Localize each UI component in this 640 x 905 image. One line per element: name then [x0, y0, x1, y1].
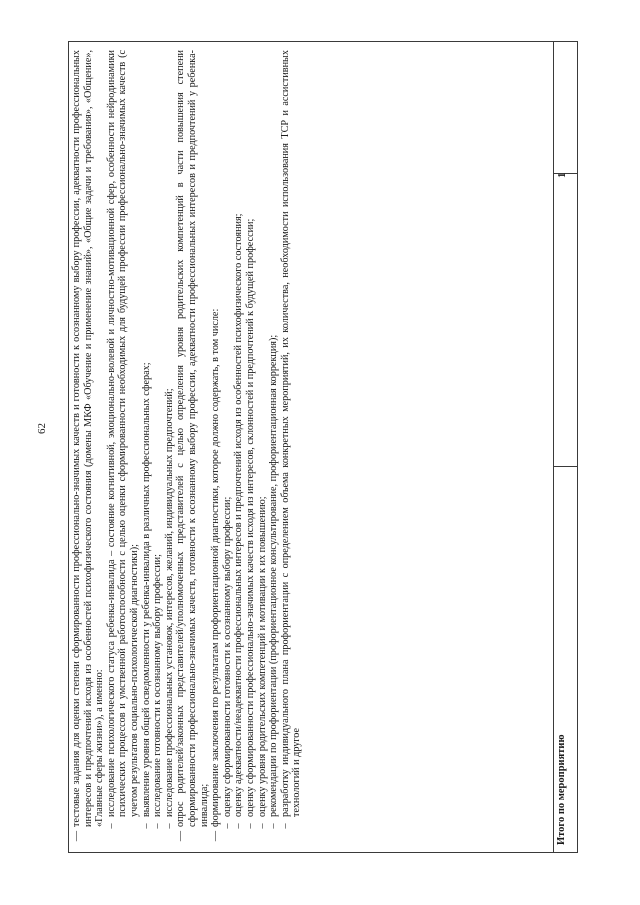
- dash-marker: –: [268, 823, 280, 829]
- list-item-text: разработку индивидуального плана профориентации с определением объема конкретных мероприятий, их количества, необходимости использования ТСР и ассистивных технологий и другое: [279, 50, 303, 817]
- page-number: 62: [36, 423, 48, 434]
- dash-marker: —: [71, 830, 82, 842]
- intro-text: тестовые задания для оценки степени сформированности профессионально-значимых качеств и готовности к осознанному выбору профессии, адекватности профессиональных интересов и предпочтений исходя из особенностей психофизического состояния (домены МКФ «Обучение и применение знаний», «Общие задачи и требования», «Общение», «Главные сферы жизни»), а именно:: [71, 50, 106, 827]
- column-divider-total: [553, 41, 554, 853]
- total-label: Итого по мероприятию: [556, 734, 567, 845]
- list-item-text: исследование готовности к осознанному выбору профессии;: [152, 554, 164, 817]
- list-item-intro: [71, 50, 106, 845]
- dash-marker: –: [233, 823, 245, 829]
- row-divider-lower: [553, 466, 578, 467]
- list-item: [268, 50, 280, 845]
- total-value: 1: [556, 172, 568, 178]
- list-item-text: оценку сформированности готовности к осознанному выбору профессии;: [221, 496, 233, 817]
- dash-marker: –: [163, 823, 175, 829]
- dash-marker: –: [221, 823, 233, 829]
- list-item: [233, 50, 245, 845]
- list-item: [106, 50, 141, 845]
- list-item-text: исследование профессиональных установок, интересов, желаний, индивидуальных предпочтений;: [163, 388, 175, 817]
- dash-marker: —: [175, 830, 187, 842]
- dash-marker: —: [210, 830, 222, 842]
- list-item: [280, 50, 303, 845]
- list-item: [222, 50, 234, 845]
- dash-marker: –: [256, 823, 268, 829]
- list-item-survey: [175, 50, 210, 845]
- dash-marker: –: [244, 823, 256, 829]
- survey-text: опрос родителей/законных представителей/уполномоченных представителей с целью определения уровня родительских компетенций в части повышения степени сформированности профессионально-значимых качеств, готовности к осознанному выбору профессии, адекватности профессиональных интересов и предпочтений у ребенка-инвалида;: [175, 50, 210, 827]
- measure-description: [71, 50, 551, 845]
- dash-marker: –: [279, 823, 291, 829]
- list-item-text: оценку уровня родительских компетенций и мотивации к их повышению;: [256, 496, 268, 817]
- conclusion-text: формирование заключения по результатам профориентационной диагностики, которое должно содержать, в том числе:: [210, 308, 222, 827]
- dash-marker: –: [152, 823, 164, 829]
- list-item: [141, 50, 153, 845]
- dash-marker: –: [140, 823, 152, 829]
- list-item: [257, 50, 269, 845]
- list-item: [245, 50, 257, 845]
- list-item-text: выявление уровня общей осведомленности у ребенка-инвалида в различных профессиональных сферах;: [140, 362, 152, 817]
- list-item: [152, 50, 164, 845]
- list-item-text: исследование психологического статуса ребенка-инвалида – состояние когнитивной, эмоционально-волевой и личностно-мотивационной сфер, особенности нейродинамики психических процессов и умственной работоспособности с целью оценки сформированности необходимых для будущей профессии профессионально-значимых качеств (с учетом результатов социально-психологической диагностики);: [105, 50, 140, 817]
- list-item-text: оценку адекватности/неадекватности профессиональных интересов и предпочтений исходя из особенностей психофизического состояния;: [233, 213, 245, 817]
- list-item-text: рекомендации по профориентации (профориентационное консультирование, профориентационная коррекция);: [268, 334, 280, 817]
- list-item-conclusion: [210, 50, 222, 845]
- dash-marker: –: [105, 823, 117, 829]
- list-item-text: оценку сформированности профессионально-значимых качеств исходя из интересов, склонностей и предпочтений к будущей профессии;: [244, 218, 256, 817]
- list-item: [164, 50, 176, 845]
